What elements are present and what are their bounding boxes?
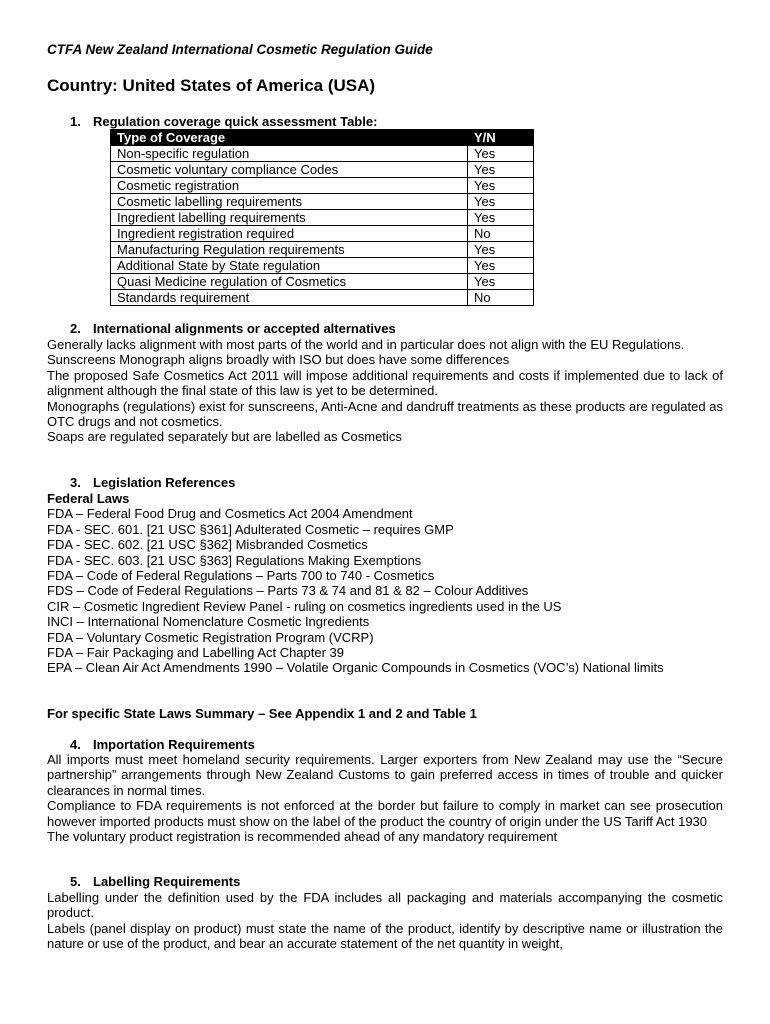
legislation-item: FDA – Federal Food Drug and Cosmetics Act 2004 Amendment [47,506,413,522]
section-3-heading [70,475,235,490]
coverage-type: Quasi Medicine regulation of Cosmetics [111,274,468,290]
section-1-title: Regulation coverage quick assessment Table: [93,114,378,129]
paragraph: Soaps are regulated separately but are labelled as Cosmetics [47,429,402,445]
legislation-item: FDA - SEC. 601. [21 USC §361] Adulterated Cosmetic – requires GMP [47,521,454,537]
column-header-type: Type of Coverage [111,130,468,146]
paragraph: All imports must meet homeland security requirements. Larger exporters from New Zealand may use the “Secure partnership” arrangements through New Zealand Customs to gain preferred access in times of trouble and quicker clearances in normal times. [47,752,723,798]
section-3-number: 3. [70,475,81,490]
coverage-type: Manufacturing Regulation requirements [111,242,468,258]
legislation-item: FDS – Code of Federal Regulations – Parts 73 & 74 and 81 & 82 – Colour Additives [47,583,529,599]
table-row [111,162,534,178]
paragraph: The voluntary product registration is recommended ahead of any mandatory requirement [47,829,558,845]
section-2-title: International alignments or accepted alternatives [93,321,396,336]
section-2-body [47,337,723,445]
paragraph: Compliance to FDA requirements is not enforced at the border but failure to comply in market can see prosecution however imported products must show on the label of the product the country of origin under the US Tariff Act 1930 [47,798,723,829]
coverage-yn: Yes [468,242,534,258]
table-row [111,242,534,258]
coverage-yn: Yes [468,194,534,210]
section-5-heading [70,874,240,889]
coverage-type: Non-specific regulation [111,146,468,162]
table-row [111,178,534,194]
table-row [111,226,534,242]
coverage-type: Cosmetic voluntary compliance Codes [111,162,468,178]
coverage-yn: No [468,226,534,242]
paragraph: The proposed Safe Cosmetics Act 2011 will impose additional requirements and costs if implemented due to lack of alignment although the final state of this law is yet to be determined. [47,367,723,399]
document-header: CTFA New Zealand International Cosmetic Regulation Guide [47,42,433,57]
paragraph: Labels (panel display on product) must state the name of the product, identify by descriptive name or illustration the nature or use of the product, and bear an accurate statement of the net quantity in weight, [47,920,723,952]
section-5-title: Labelling Requirements [93,874,241,889]
coverage-yn: Yes [468,178,534,194]
section-4-number: 4. [70,737,81,752]
section-5-number: 5. [70,874,81,889]
coverage-yn: Yes [468,274,534,290]
coverage-yn: Yes [468,146,534,162]
coverage-yn: Yes [468,258,534,274]
section-4-heading [70,737,255,752]
section-3-body [47,491,723,676]
section-1-number: 1. [70,114,81,129]
table-row [111,258,534,274]
state-laws-note: For specific State Laws Summary – See Appendix 1 and 2 and Table 1 [47,706,477,721]
paragraph: Monographs (regulations) exist for sunscreens, Anti-Acne and dandruff treatments as these products are regulated as OTC drugs and not cosmetics. [47,398,723,430]
section-1-heading [70,114,377,129]
legislation-item: CIR – Cosmetic Ingredient Review Panel - ruling on cosmetics ingredients used in the US [47,598,562,614]
legislation-item: FDA – Voluntary Cosmetic Registration Program (VCRP) [47,629,374,645]
section-5-body [47,890,723,952]
coverage-type: Cosmetic labelling requirements [111,194,468,210]
legislation-item: INCI – International Nomenclature Cosmetic Ingredients [47,614,370,630]
paragraph: Sunscreens Monograph aligns broadly with ISO but does have some differences [47,352,510,368]
coverage-table [110,129,534,306]
coverage-yn: No [468,290,534,306]
column-header-yn: Y/N [468,130,534,146]
paragraph: Generally lacks alignment with most parts of the world and in particular does not align with the EU Regulations. [47,337,685,352]
section-2-heading [70,321,396,336]
section-3-title: Legislation References [93,475,236,490]
table-row [111,194,534,210]
table-row [111,274,534,290]
table-row [111,146,534,162]
section-4-title: Importation Requirements [93,737,255,752]
section-2-number: 2. [70,321,81,336]
federal-laws-subheading: Federal Laws [47,491,130,506]
coverage-type: Ingredient registration required [111,226,468,242]
legislation-item: FDA - SEC. 602. [21 USC §362] Misbranded Cosmetics [47,537,368,553]
coverage-type: Standards requirement [111,290,468,306]
paragraph: Labelling under the definition used by the FDA includes all packaging and materials accompanying the cosmetic product. [47,890,723,921]
coverage-type: Cosmetic registration [111,178,468,194]
legislation-item: FDA - SEC. 603. [21 USC §363] Regulations Making Exemptions [47,552,422,568]
table-row [111,290,534,306]
table-header-row [111,130,534,146]
page-title: Country: United States of America (USA) [47,76,376,95]
coverage-type: Additional State by State regulation [111,258,468,274]
legislation-item: FDA – Code of Federal Regulations – Parts 700 to 740 - Cosmetics [47,568,435,584]
legislation-item: FDA – Fair Packaging and Labelling Act Chapter 39 [47,645,345,661]
coverage-type: Ingredient labelling requirements [111,210,468,226]
table-row [111,210,534,226]
coverage-yn: Yes [468,210,534,226]
section-4-body [47,752,723,844]
legislation-item: EPA – Clean Air Act Amendments 1990 – Volatile Organic Compounds in Cosmetics (VOC’s) National limits [47,660,664,676]
coverage-yn: Yes [468,162,534,178]
